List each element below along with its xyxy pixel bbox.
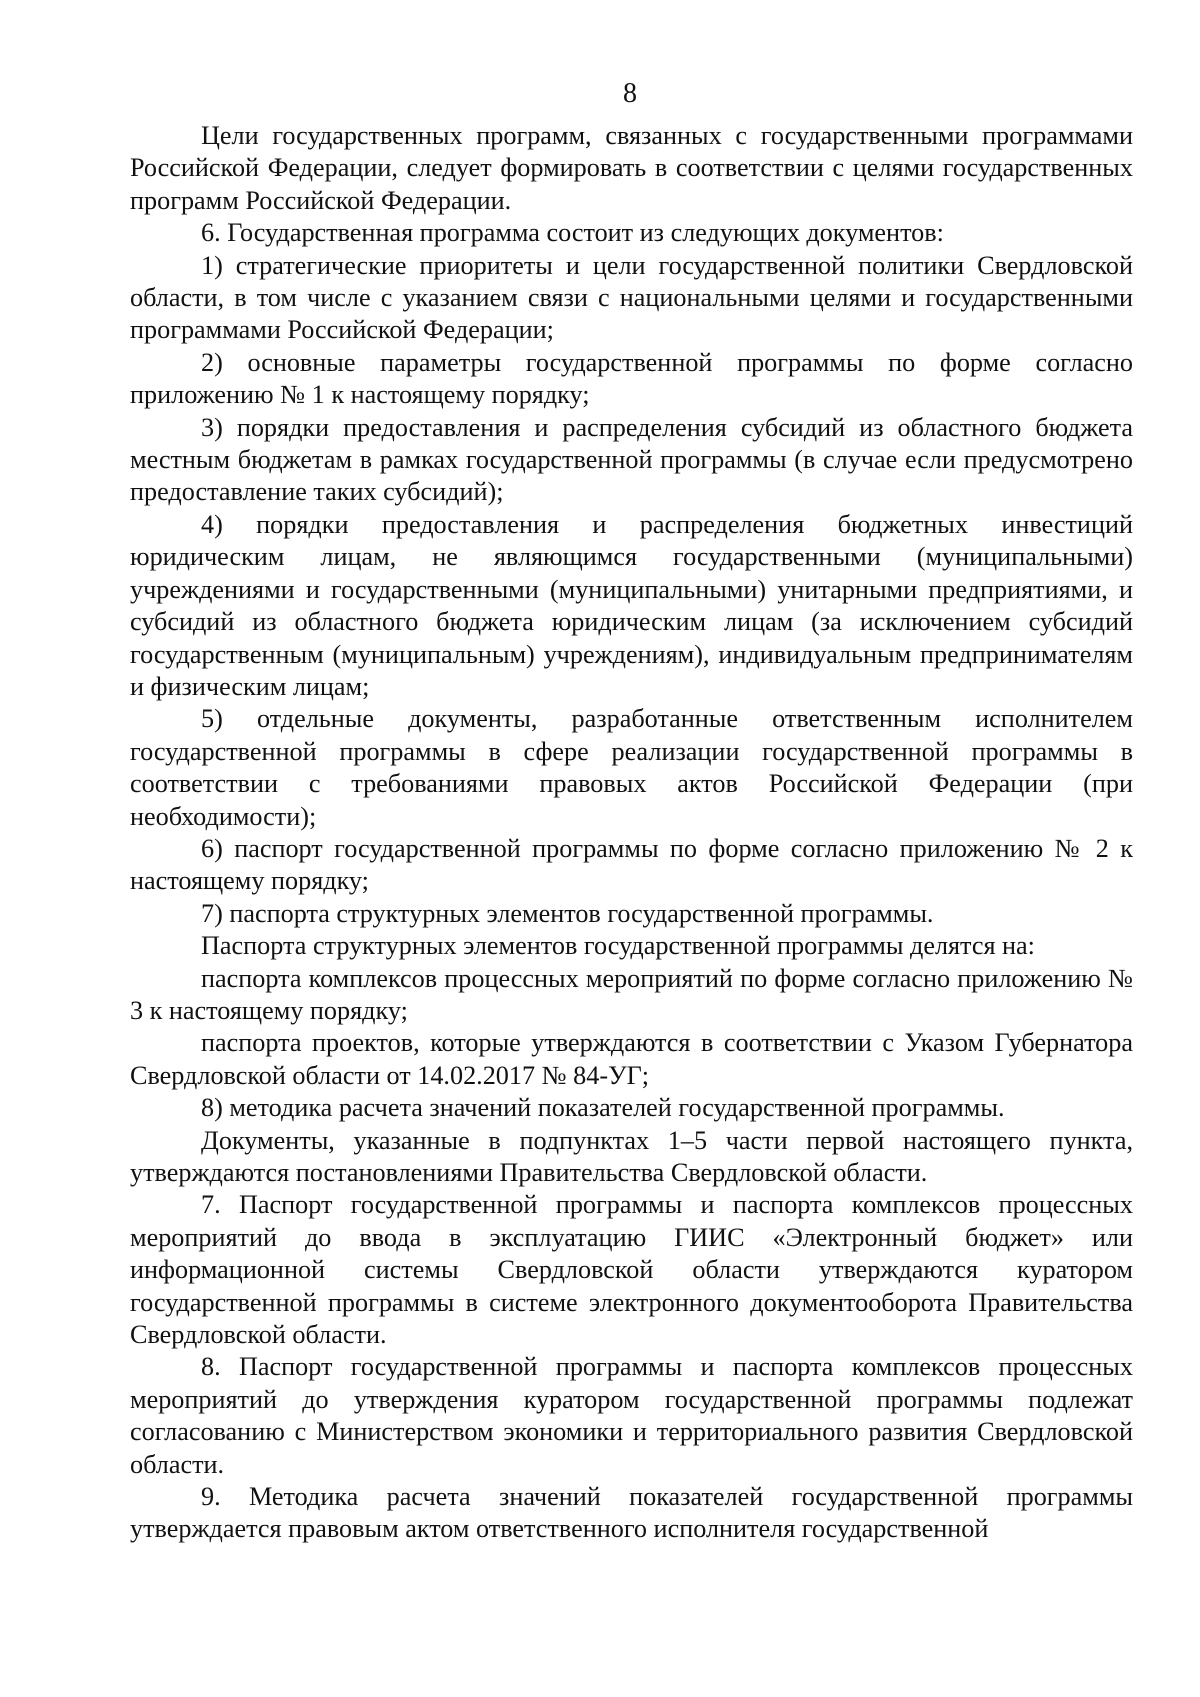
- paragraph-subitem-4: 4) порядки предоставления и распределения бюджетных инвестиций юридическим лицам, не являющимся государственными (муниципальными) учреждениями и государственными (муниципальными) унитарными предприятиями, и субсидий из областного бюджета юридическим лицам (за исключением субсидий государственным (муниципальным) учреждениям), индивидуальным предпринимателям и физическим лицам;: [130, 509, 1133, 701]
- paragraph-subitem-1: 1) стратегические приоритеты и цели государственной политики Свердловской области, в том числе с указанием связи с национальными целями и государственными программами Российской Федерации;: [130, 250, 1133, 345]
- paragraph-process-passports: паспорта комплексов процессных мероприятий по форме согласно приложению № 3 к настоящему порядку;: [130, 963, 1133, 1025]
- paragraph-subitem-7: 7) паспорта структурных элементов государственной программы.: [201, 898, 934, 928]
- paragraph-subitem-6: 6) паспорт государственной программы по форме согласно приложению № 2 к настоящему порядку;: [130, 833, 1133, 896]
- page-number: 8: [623, 78, 637, 109]
- paragraph-subitem-8: 8) методика расчета значений показателей государственной программы.: [201, 1093, 1005, 1123]
- paragraph-subitem-5: 5) отдельные документы, разработанные ответственным исполнителем государственной программы в сфере реализации государственной программы в соответствии с требованиями правовых актов Российской Федерации (при необходимости);: [130, 704, 1133, 831]
- paragraph-item-7: 7. Паспорт государственной программы и паспорта комплексов процессных мероприятий до ввода в эксплуатацию ГИИС «Электронный бюджет» или информационной системы Свердловской области утверждаются куратором государственной программы в системе электронного документооборота Правительства Свердловской области.: [130, 1190, 1133, 1350]
- paragraph-goals-intro: Цели государственных программ, связанных с государственными программами Российской Федерации, следует формировать в соответствии с целями государственных программ Российской Федерации.: [130, 121, 1133, 215]
- paragraph-item-8: 8. Паспорт государственной программы и паспорта комплексов процессных мероприятий до утверждения куратором государственной программы подлежат согласованию с Министерством экономики и территориального развития Свердловской области.: [130, 1352, 1133, 1479]
- paragraph-item-6-heading: 6. Государственная программа состоит из следующих документов:: [201, 218, 944, 248]
- paragraph-project-passports: паспорта проектов, которые утверждаются в соответствии с Указом Губернатора Свердловской области от 14.02.2017 № 84-УГ;: [130, 1028, 1133, 1090]
- paragraph-subitem-2: 2) основные параметры государственной программы по форме согласно приложению № 1 к настоящему порядку;: [130, 347, 1133, 410]
- document-body: [130, 120, 1133, 1546]
- paragraph-documents-approval: Документы, указанные в подпунктах 1–5 части первой настоящего пункта, утверждаются постановлениями Правительства Свердловской области.: [130, 1125, 1133, 1187]
- paragraph-subitem-3: 3) порядки предоставления и распределения субсидий из областного бюджета местным бюджетам в рамках государственной программы (в случае если предусмотрено предоставление таких субсидий);: [130, 412, 1133, 507]
- paragraph-passports-division: Паспорта структурных элементов государственной программы делятся на:: [201, 931, 1035, 961]
- paragraph-item-9: 9. Методика расчета значений показателей государственной программы утверждается правовым актом ответственного исполнителя государственной: [130, 1482, 1133, 1544]
